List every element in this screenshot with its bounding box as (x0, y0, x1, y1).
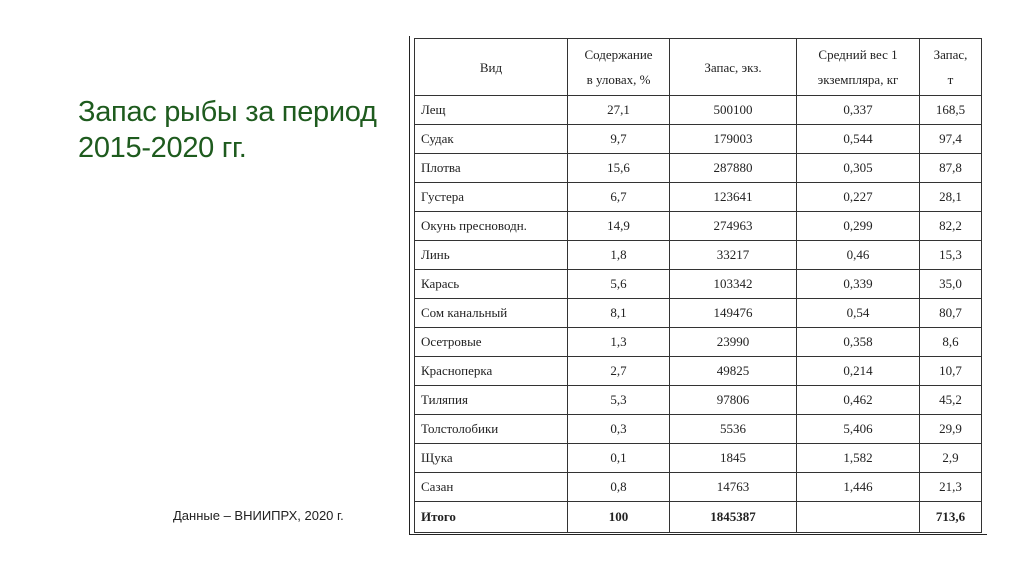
cell-avg-weight (797, 502, 920, 533)
cell-species: Толстолобики (415, 415, 568, 444)
cell-stock-count: 1845 (670, 444, 797, 473)
cell-stock-tons: 21,3 (920, 473, 982, 502)
cell-catch-share: 5,6 (568, 270, 670, 299)
fish-stock-table (414, 38, 982, 533)
cell-species: Сом канальный (415, 299, 568, 328)
cell-stock-tons: 2,9 (920, 444, 982, 473)
cell-species: Плотва (415, 154, 568, 183)
cell-catch-share: 8,1 (568, 299, 670, 328)
cell-stock-count: 179003 (670, 125, 797, 154)
slide-title (78, 94, 408, 166)
cell-stock-tons: 168,5 (920, 96, 982, 125)
cell-catch-share: 15,6 (568, 154, 670, 183)
cell-species: Густера (415, 183, 568, 212)
cell-catch-share: 100 (568, 502, 670, 533)
cell-stock-count: 97806 (670, 386, 797, 415)
cell-species: Окунь пресноводн. (415, 212, 568, 241)
table-row (415, 183, 982, 212)
cell-avg-weight: 1,582 (797, 444, 920, 473)
cell-species: Тиляпия (415, 386, 568, 415)
cell-stock-count: 23990 (670, 328, 797, 357)
table-row (415, 241, 982, 270)
table-row (415, 473, 982, 502)
data-source-note: Данные – ВНИИПРХ, 2020 г. (173, 508, 344, 523)
cell-stock-tons: 713,6 (920, 502, 982, 533)
cell-catch-share: 1,8 (568, 241, 670, 270)
slide-title-line-2: 2015-2020 гг. (78, 132, 247, 164)
cell-stock-tons: 10,7 (920, 357, 982, 386)
cell-avg-weight: 0,46 (797, 241, 920, 270)
cell-species: Итого (415, 502, 568, 533)
cell-stock-tons: 80,7 (920, 299, 982, 328)
cell-avg-weight: 0,214 (797, 357, 920, 386)
cell-avg-weight: 0,299 (797, 212, 920, 241)
cell-species: Щука (415, 444, 568, 473)
cell-avg-weight: 0,462 (797, 386, 920, 415)
cell-stock-tons: 82,2 (920, 212, 982, 241)
header-avg-weight: Средний вес 1 экземпляра, кг (797, 39, 920, 96)
cell-catch-share: 2,7 (568, 357, 670, 386)
cell-stock-count: 500100 (670, 96, 797, 125)
table-header-row (415, 39, 982, 96)
cell-species: Судак (415, 125, 568, 154)
cell-stock-count: 33217 (670, 241, 797, 270)
cell-stock-count: 14763 (670, 473, 797, 502)
header-stock-count: Запас, экз. (670, 39, 797, 96)
table-total-row (415, 502, 982, 533)
cell-catch-share: 1,3 (568, 328, 670, 357)
table-row (415, 299, 982, 328)
header-stock-tons: Запас, т (920, 39, 982, 96)
table-row (415, 154, 982, 183)
table-row (415, 270, 982, 299)
cell-species: Сазан (415, 473, 568, 502)
cell-catch-share: 14,9 (568, 212, 670, 241)
cell-species: Карась (415, 270, 568, 299)
cell-catch-share: 0,8 (568, 473, 670, 502)
cell-stock-count: 1845387 (670, 502, 797, 533)
cell-stock-tons: 8,6 (920, 328, 982, 357)
table-row (415, 415, 982, 444)
cell-stock-count: 274963 (670, 212, 797, 241)
table-row (415, 328, 982, 357)
table-body (415, 96, 982, 533)
cell-species: Линь (415, 241, 568, 270)
cell-avg-weight: 0,544 (797, 125, 920, 154)
cell-stock-count: 123641 (670, 183, 797, 212)
cell-avg-weight: 0,227 (797, 183, 920, 212)
cell-species: Осетровые (415, 328, 568, 357)
cell-stock-count: 103342 (670, 270, 797, 299)
header-species: Вид (415, 39, 568, 96)
table-row (415, 357, 982, 386)
header-catch-share: Содержание в уловах, % (568, 39, 670, 96)
table-row (415, 96, 982, 125)
cell-catch-share: 9,7 (568, 125, 670, 154)
cell-avg-weight: 1,446 (797, 473, 920, 502)
table-row (415, 125, 982, 154)
cell-stock-tons: 87,8 (920, 154, 982, 183)
cell-catch-share: 6,7 (568, 183, 670, 212)
cell-catch-share: 5,3 (568, 386, 670, 415)
cell-catch-share: 0,1 (568, 444, 670, 473)
cell-stock-tons: 35,0 (920, 270, 982, 299)
slide-title-line-1: Запас рыбы за период (78, 96, 377, 128)
cell-species: Лещ (415, 96, 568, 125)
cell-stock-tons: 29,9 (920, 415, 982, 444)
table-row (415, 444, 982, 473)
cell-stock-tons: 15,3 (920, 241, 982, 270)
cell-stock-count: 287880 (670, 154, 797, 183)
cell-catch-share: 27,1 (568, 96, 670, 125)
cell-species: Красноперка (415, 357, 568, 386)
cell-avg-weight: 0,339 (797, 270, 920, 299)
cell-catch-share: 0,3 (568, 415, 670, 444)
cell-avg-weight: 0,358 (797, 328, 920, 357)
cell-avg-weight: 0,54 (797, 299, 920, 328)
table-row (415, 386, 982, 415)
cell-stock-count: 5536 (670, 415, 797, 444)
cell-stock-count: 149476 (670, 299, 797, 328)
table-row (415, 212, 982, 241)
cell-stock-count: 49825 (670, 357, 797, 386)
cell-stock-tons: 97,4 (920, 125, 982, 154)
cell-stock-tons: 45,2 (920, 386, 982, 415)
cell-avg-weight: 5,406 (797, 415, 920, 444)
cell-stock-tons: 28,1 (920, 183, 982, 212)
cell-avg-weight: 0,337 (797, 96, 920, 125)
cell-avg-weight: 0,305 (797, 154, 920, 183)
